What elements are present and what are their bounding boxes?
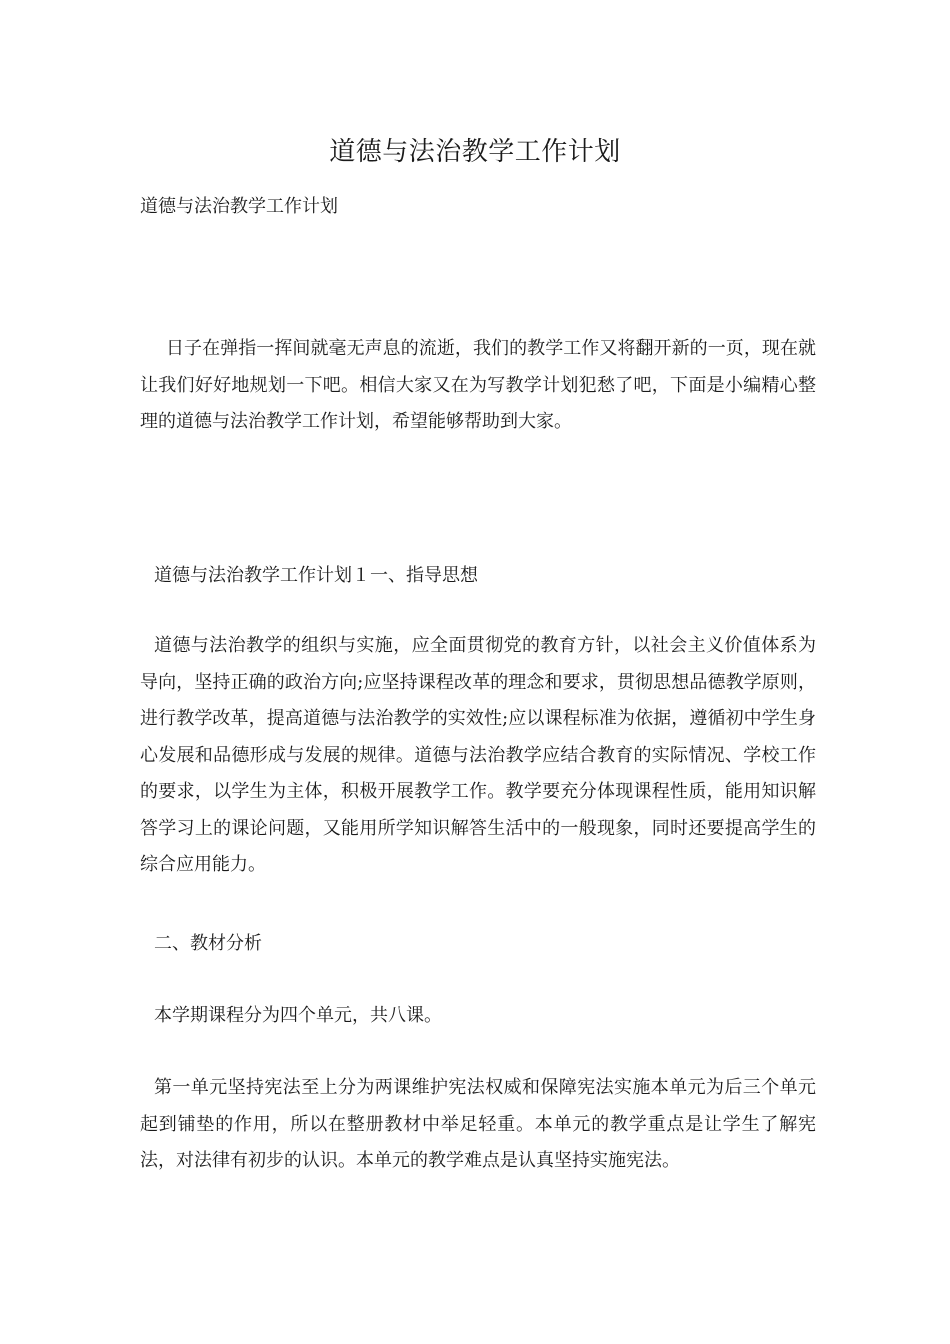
section-heading-textbook-analysis: 二、教材分析 [154, 933, 262, 954]
document-subtitle: 道德与法治教学工作计划 [140, 196, 338, 217]
document-title: 道德与法治教学工作计划 [329, 137, 621, 167]
textbook-analysis-paragraph-1: 本学期课程分为四个单元，共八课。 [154, 1005, 442, 1026]
section-heading-guiding-thought: 道德与法治教学工作计划１一、指导思想 [154, 565, 478, 586]
intro-paragraph: 日子在弹指一挥间就毫无声息的流逝，我们的教学工作又将翻开新的一页，现在就让我们好好地规划一下吧。相信大家又在为写教学计划犯愁了吧，下面是小编精心整理的道德与法治教学工作计划，希望能够帮助到大家。 [140, 338, 816, 432]
textbook-analysis-paragraph-2: 第一单元坚持宪法至上分为两课维护宪法权威和保障宪法实施本单元为后三个单元起到铺垫的作用，所以在整册教材中举足轻重。本单元的教学重点是让学生了解宪法，对法律有初步的认识。本单元的教学难点是认真坚持实施宪法。 [140, 1077, 816, 1171]
guiding-thought-paragraph: 道德与法治教学的组织与实施，应全面贯彻党的教育方针，以社会主义价值体系为导向，坚持正确的政治方向;应坚持课程改革的理念和要求，贯彻思想品德教学原则，进行教学改革，提高道德与法治教学的实效性;应以课程标准为依据，遵循初中学生身心发展和品德形成与发展的规律。道德与法治教学应结合教育的实际情况、学校工作的要求，以学生为主体，积极开展教学工作。教学要充分体现课程性质，能用知识解答学习上的课论问题，又能用所学知识解答生活中的一般现象，同时还要提高学生的综合应用能力。 [140, 635, 816, 875]
